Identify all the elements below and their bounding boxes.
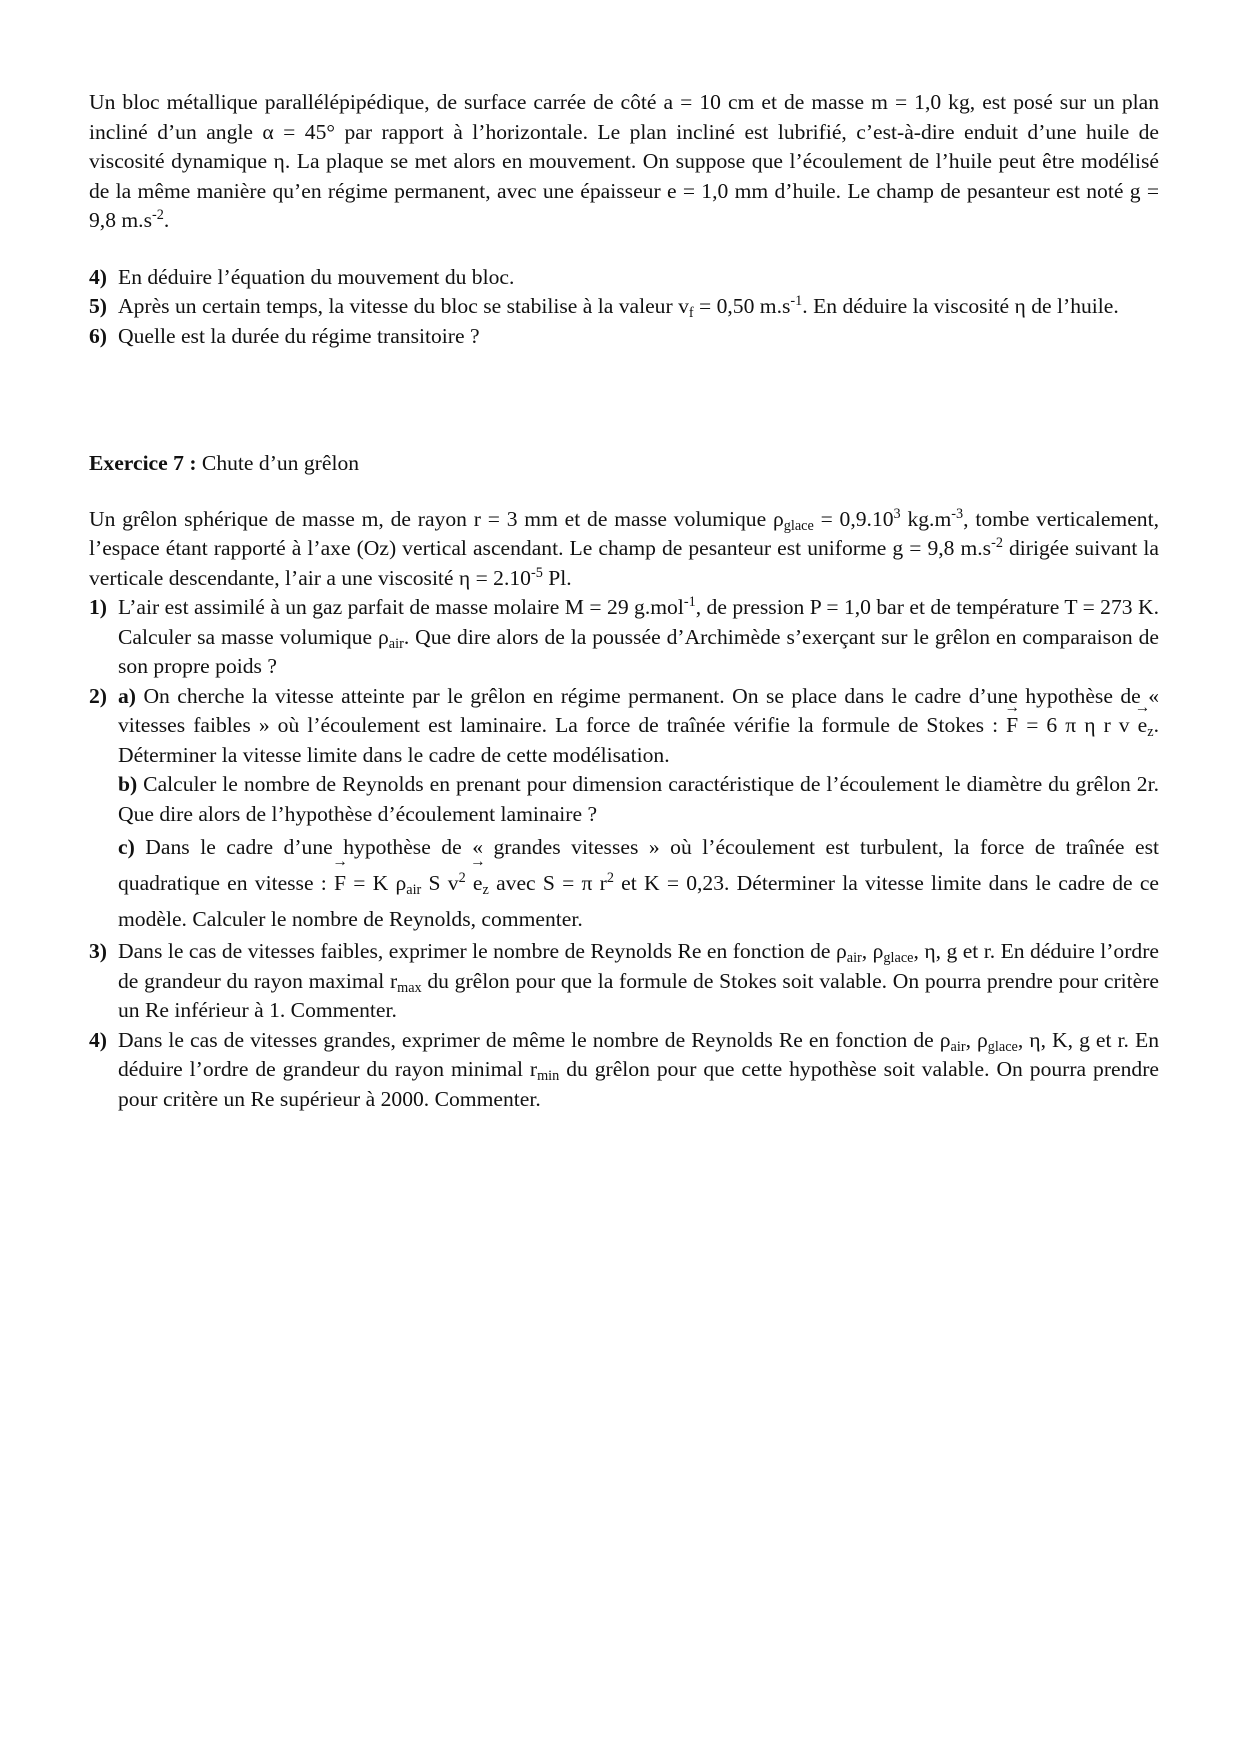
question-5-subscript: f (688, 305, 694, 322)
ex7-q2a-text-b: . Déterminer la vitesse limite dans le cadre de cette modélisation. (118, 713, 1159, 767)
ex7-q3-a: Dans le cas de vitesses faibles, exprimer le nombre de Reynolds Re en fonction de ρ (118, 939, 847, 963)
ex7-intro-exp-3: -2 (991, 535, 1003, 552)
ex7-intro-exp-2: -3 (951, 505, 964, 522)
drag-formula-sub-air: air (406, 882, 422, 899)
ex7-intro-e: dirigée suivant la verticale descendante, l’air a une viscosité η = 2.10 (89, 536, 1159, 590)
ex7-q2c-exp: 2 (606, 870, 614, 887)
intro-exponent: -2 (152, 207, 164, 224)
ex7-intro-c: kg.m (900, 506, 952, 531)
question-4-number: 4) (89, 264, 107, 289)
ex7-q1-c: . Que dire alors de la poussée d’Archimède s’exerçant sur le grêlon en comparaison de son propre poids ? (118, 624, 1159, 678)
ex7-q3-d: du grêlon pour que la formule de Stokes soit valable. On pourra prendre pour critère un Re inférieur à 1. Commenter. (118, 968, 1159, 1022)
drag-formula-exp: 2 (458, 870, 466, 887)
ex7-q2a-text-a: On cherche la vitesse atteinte par le grêlon en régime permanent. On se place dans le cadre d’une hypothèse de « vitesses faibles » où l’écoulement est laminaire. La force de traînée vérifie la formule de Stokes : (118, 683, 1159, 737)
intro-text: Un bloc métallique parallélépipédique, de surface carrée de côté a = 10 cm et de masse m = 1,0 kg, est posé sur un plan incliné d’un angle α = 45° par rapport à l’horizontale. Le plan incliné est lubrifié, c’est-à-dire enduit d’une huile de viscosité dynamique η. La plaque se met alors en mouvement. On suppose que l’écoulement de l’huile peut être modélisé de la même manière qu’en régime permanent, avec une épaisseur e = 1,0 mm d’huile. Le champ de pesanteur est noté g = 9,8 m.s (89, 90, 1159, 232)
question-4 (89, 263, 1159, 293)
exercise-7-title: Chute d’un grêlon (196, 451, 360, 475)
question-5-text-b: = 0,50 m.s (693, 294, 791, 318)
ex7-q1-b: , de pression P = 1,0 bar et de température T = 273 K. Calculer sa masse volumique ρ (118, 595, 1159, 649)
ex7-q4-d: du grêlon pour que cette hypothèse soit valable. On pourra prendre pour critère un Re supérieur à 2000. Commenter. (118, 1057, 1159, 1111)
ex7-question-1 (89, 593, 1159, 682)
ex7-q4-b: , ρ (965, 1027, 988, 1052)
ex7-question-1-number: 1) (89, 595, 107, 619)
question-4-text: En déduire l’équation du mouvement du bloc. (118, 264, 515, 289)
question-6-text: Quelle est la durée du régime transitoire ? (118, 323, 480, 348)
ex7-q4-sub-glace: glace (987, 1038, 1018, 1055)
unit-vector-symbol: → e (1138, 711, 1148, 741)
ex7-intro-a: Un grêlon sphérique de masse m, de rayon r = 3 mm et de masse volumique ρ (89, 506, 784, 531)
ex7-q2c-text-c: et K = 0,23. Déterminer la vitesse limite dans le cadre de ce modèle. Calculer le nombre de Reynolds, commenter. (118, 871, 1159, 931)
question-5-number: 5) (89, 294, 107, 318)
ex7-intro-f: Pl. (542, 565, 572, 590)
drag-formula-part-b: = K ρ (346, 871, 407, 895)
ex7-question-4 (89, 1026, 1159, 1115)
ex7-q4-sub-air: air (950, 1038, 966, 1055)
ex7-question-3 (89, 937, 1159, 1026)
question-5 (89, 292, 1159, 322)
ex7-q1-exp: -1 (683, 594, 696, 611)
ex7-question-2a (89, 682, 1159, 771)
ex7-q3-b: , ρ (861, 939, 884, 963)
ex7-q4-a: Dans le cas de vitesses grandes, exprimer de même le nombre de Reynolds Re en fonction de ρ (118, 1027, 951, 1052)
exercise-7-heading (89, 449, 1159, 479)
force-vector-symbol: → F (1006, 711, 1018, 741)
ex7-q1-sub-air: air (388, 635, 404, 652)
exercise-7-label: Exercice 7 : (89, 451, 197, 475)
drag-formula-part-c: S v (421, 871, 459, 895)
ex7-q2c-text-b: avec S = π r (488, 871, 607, 895)
ex7-q1-a: L’air est assimilé à un gaz parfait de masse molaire M = 29 g.mol (118, 595, 684, 619)
force-vector-symbol-2: → F (334, 865, 346, 901)
ex7-intro-exp-4: -5 (530, 564, 543, 581)
ex7-intro-b: = 0,9.10 (813, 506, 894, 531)
ex7-intro-sub-glace: glace (783, 517, 814, 534)
ex7-q4-sub-min: min (537, 1068, 560, 1085)
ex7-question-2c (89, 829, 1159, 937)
question-5-text-c: . En déduire la viscosité η de l’huile. (802, 294, 1119, 318)
exercise-7-intro (89, 505, 1159, 594)
ex7-q2c-label: c) (118, 835, 135, 859)
ex7-intro-exp-1: 3 (893, 505, 901, 522)
ex7-intro-d: , tombe verticalement, l’espace étant rapporté à l’axe (Oz) vertical ascendant. Le champ de pesanteur est uniforme g = 9,8 m.s (89, 506, 1159, 560)
quadratic-drag-formula (334, 870, 489, 899)
question-6 (89, 322, 1159, 352)
ex7-q2a-label: a) (118, 683, 136, 708)
stokes-formula (1006, 713, 1154, 741)
ex7-q2c-text-a: Dans le cadre d’une hypothèse de « grandes vitesses » où l’écoulement est turbulent, la force de traînée est quadratique en vitesse : (118, 835, 1159, 895)
ex7-q3-sub-air: air (846, 950, 862, 967)
unit-vector-subscript: z (1147, 724, 1154, 741)
ex7-q3-sub-glace: glace (883, 950, 914, 967)
intro-paragraph (89, 88, 1159, 236)
unit-vector-symbol-2: → e (473, 865, 483, 901)
ex7-q2b-text: Calculer le nombre de Reynolds en prenant pour dimension caractéristique de l’écoulement le diamètre du grêlon 2r. Que dire alors de l’hypothèse d’écoulement laminaire ? (118, 772, 1159, 826)
ex7-question-2b (89, 770, 1159, 829)
ex7-q4-c: , η, K, g et r. En déduire l’ordre de grandeur du rayon minimal r (118, 1027, 1159, 1081)
unit-vector-subscript-2: z (482, 882, 489, 899)
stokes-formula-middle: = 6 π η r v (1018, 713, 1138, 737)
question-5-text-a: Après un certain temps, la vitesse du bloc se stabilise à la valeur v (118, 294, 689, 318)
ex7-q3-sub-max: max (397, 979, 422, 996)
ex7-q2b-label: b) (118, 772, 138, 796)
ex7-question-4-number: 4) (89, 1027, 107, 1052)
question-6-number: 6) (89, 323, 107, 348)
question-5-exponent: -1 (790, 293, 803, 310)
document-page (89, 88, 1159, 1114)
ex7-q3-c: , η, g et r. En déduire l’ordre de grandeur du rayon maximal r (118, 939, 1159, 993)
ex7-question-3-number: 3) (89, 939, 107, 963)
ex7-question-2-number: 2) (89, 683, 107, 708)
intro-end: . (163, 208, 170, 232)
